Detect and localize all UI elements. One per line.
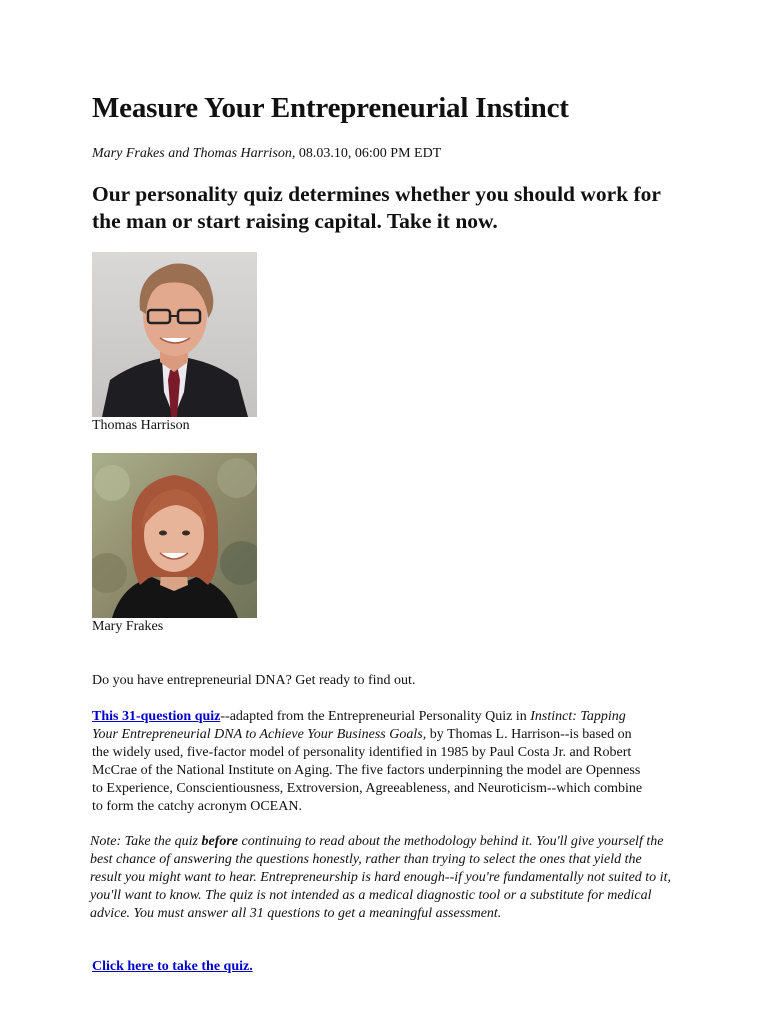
body-text-2: by Thomas L. Harrison--is based on the widely used, five-factor model of personality identified in 1985 by Paul Costa Jr. and Robert McCrae of the National Institute on Aging. The five factors underpinning the model are Openness to Experience, Conscientiousness, Extroversion, Agreeableness, and Neuroticism--which combine to form the catchy acronym OCEAN. [92,727,643,814]
note-text-2: continuing to read about the methodology behind it. You'll give yourself the best chance of answering the questions honestly, rather than trying to select the ones that yield the result you might want to hear. Entrepreneurship is hard enough--if you're fundamentally not suited to it, you'll want to know. The quiz is not intended as a medical diagnostic tool or a substitute for medical advice. You must answer all 31 questions to get a meaningful assessment. [90,834,671,921]
cta-paragraph [92,958,253,976]
byline [92,146,441,162]
body-text-1: --adapted from the Entrepreneurial Personality Quiz in [220,709,531,724]
article-dek: Our personality quiz determines whether you should work for the man or start raising capital. Take it now. [92,182,661,233]
take-quiz-link[interactable]: Click here to take the quiz. [92,959,253,974]
byline-date: , 08.03.10, 06:00 PM EDT [291,146,442,161]
byline-authors: Mary Frakes and Thomas Harrison [92,146,292,161]
body-paragraph [92,708,652,816]
mary-frakes-photo [92,453,257,618]
note-text-1: Note: Take the quiz [90,834,202,849]
quiz-link[interactable]: This 31-question quiz [92,709,221,724]
note-emphasis: before [201,834,239,849]
mary-frakes-caption: Mary Frakes [92,619,164,634]
note-paragraph [90,833,675,923]
book-title: Instinct: Tapping Your Entrepreneurial DNA to Achieve Your Business Goals, [92,709,626,742]
thomas-harrison-caption: Thomas Harrison [92,418,190,433]
article-title: Measure Your Entrepreneurial Instinct [92,92,569,124]
intro-paragraph: Do you have entrepreneurial DNA? Get ready to find out. [92,673,416,688]
thomas-harrison-photo [92,252,257,417]
